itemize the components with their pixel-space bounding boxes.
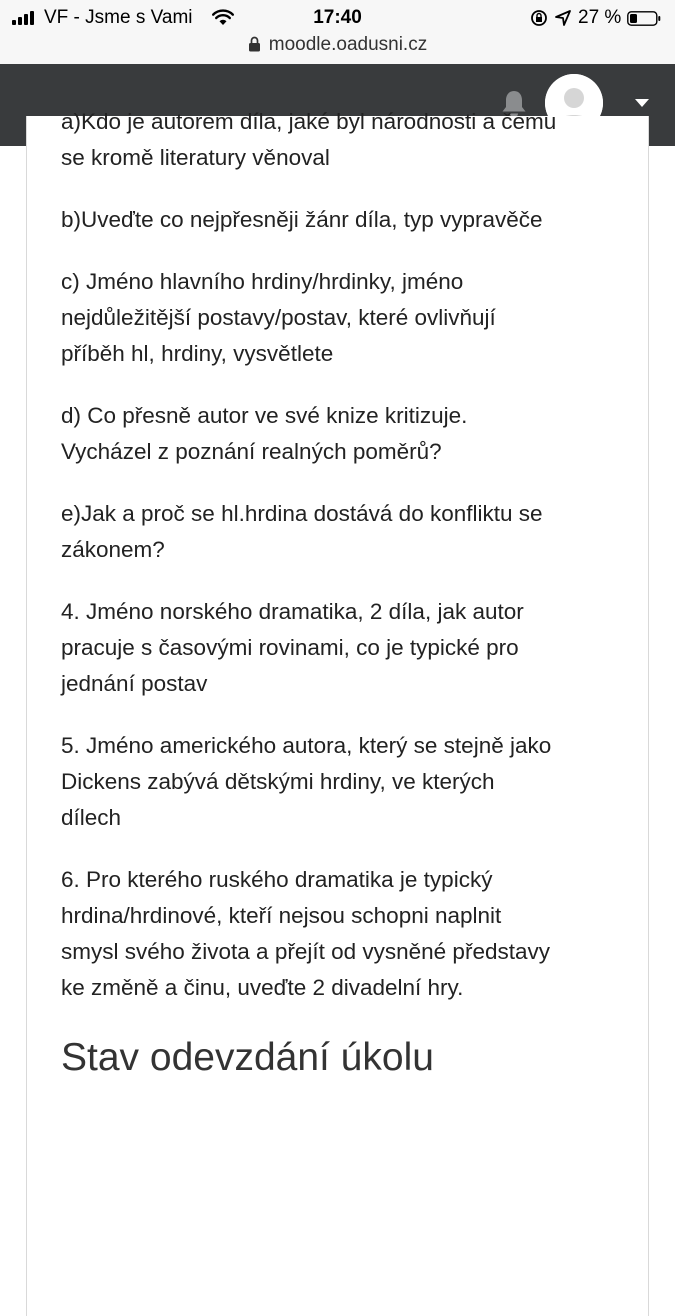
question-paragraph bbox=[61, 264, 631, 372]
battery-percent: 27 % bbox=[578, 7, 622, 28]
question-paragraph bbox=[61, 202, 631, 238]
question-paragraph bbox=[61, 496, 631, 568]
question-line: c) Jméno hlavního hrdiny/hrdinky, jméno bbox=[61, 269, 464, 294]
url-text: moodle.oadusni.cz bbox=[268, 34, 428, 55]
question-line: pracuje s časovými rovinami, co je typické pro bbox=[61, 635, 519, 660]
status-bar bbox=[0, 0, 675, 64]
question-line: ke změně a činu, uveďte 2 divadelní hry. bbox=[61, 975, 464, 1000]
question-line: b)Uveďte co nejpřesněji žánr díla, typ vypravěče bbox=[61, 207, 543, 232]
address-bar[interactable] bbox=[0, 34, 675, 58]
question-paragraph bbox=[61, 104, 631, 176]
clock: 17:40 bbox=[313, 7, 362, 28]
status-row bbox=[0, 6, 675, 30]
lock-icon bbox=[248, 36, 261, 52]
question-line: dílech bbox=[61, 805, 122, 830]
question-line: 4. Jméno norského dramatika, 2 díla, jak autor bbox=[61, 599, 524, 624]
question-line: hrdina/hrdinové, kteří nejsou schopni naplnit bbox=[61, 903, 502, 928]
carrier-name: VF - Jsme s Vami bbox=[44, 7, 193, 28]
battery-icon bbox=[627, 11, 661, 26]
question-line: e)Jak a proč se hl.hrdina dostává do konfliktu se bbox=[61, 501, 543, 526]
orientation-lock-icon bbox=[530, 9, 548, 27]
question-line: a)Kdo je autorem díla, jaké byl národnosti a čemu bbox=[61, 109, 557, 134]
question-paragraph bbox=[61, 862, 631, 1006]
question-line: Vycházel z poznání realných poměrů? bbox=[61, 439, 442, 464]
section-title: Stav odevzdání úkolu bbox=[61, 1036, 434, 1079]
assignment-card bbox=[26, 109, 649, 1316]
assignment-questions bbox=[61, 104, 631, 1032]
question-line: jednání postav bbox=[61, 671, 208, 696]
page-content bbox=[0, 109, 675, 1200]
question-line: nejdůležitější postavy/postav, které ovlivňují bbox=[61, 305, 496, 330]
question-line: 6. Pro kterého ruského dramatika je typický bbox=[61, 867, 493, 892]
location-icon bbox=[554, 9, 572, 27]
chevron-down-icon[interactable] bbox=[634, 98, 650, 108]
question-line: Dickens zabývá dětskými hrdiny, ve kterých bbox=[61, 769, 495, 794]
question-line: příběh hl, hrdiny, vysvětlete bbox=[61, 341, 334, 366]
question-line: 5. Jméno amerického autora, který se stejně jako bbox=[61, 733, 552, 758]
question-line: d) Co přesně autor ve své knize kritizuje. bbox=[61, 403, 468, 428]
question-paragraph bbox=[61, 728, 631, 836]
question-paragraph bbox=[61, 594, 631, 702]
question-paragraph bbox=[61, 398, 631, 470]
question-line: smysl svého života a přejít od vysněné představy bbox=[61, 939, 550, 964]
question-line: zákonem? bbox=[61, 537, 165, 562]
question-line: se kromě literatury věnoval bbox=[61, 145, 330, 170]
